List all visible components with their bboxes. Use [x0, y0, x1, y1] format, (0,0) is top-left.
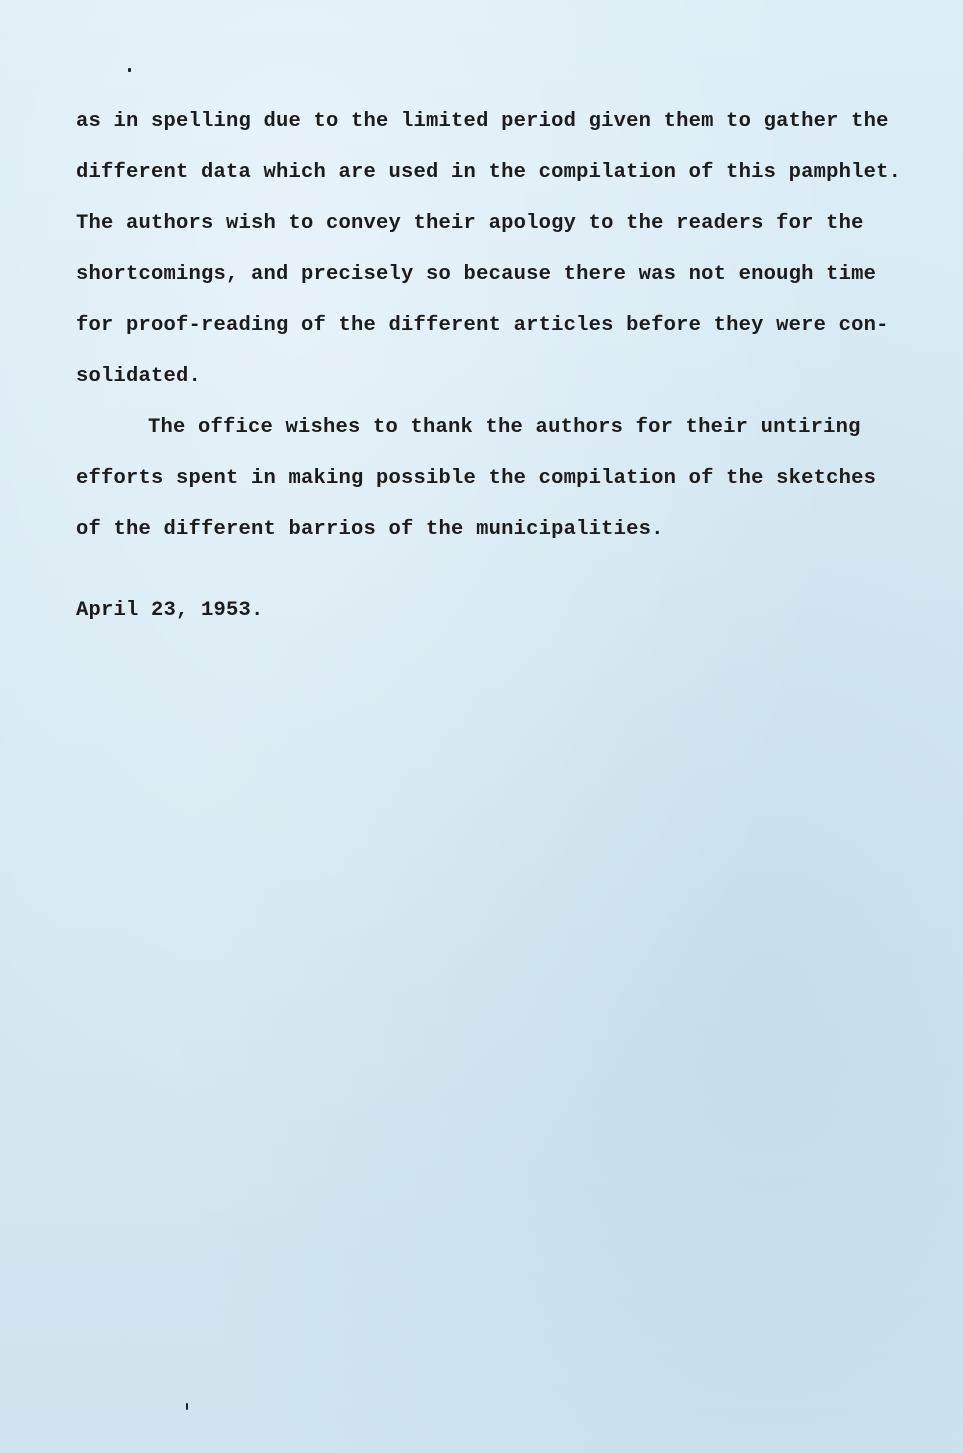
text-line: for proof-reading of the different articles before they were con-: [76, 314, 889, 337]
paragraph-spacer: [76, 555, 916, 585]
text-line: The office wishes to thank the authors for their untiring: [148, 416, 861, 439]
text-line: as in spelling due to the limited period given them to gather the: [76, 110, 889, 133]
document-body: [76, 96, 916, 636]
text-line: The authors wish to convey their apology to the readers for the: [76, 212, 864, 235]
ink-speck: [186, 1403, 188, 1410]
paragraph-thanks: [76, 402, 916, 555]
text-line: shortcomings, and precisely so because there was not enough time: [76, 263, 877, 286]
text-line: solidated.: [76, 365, 202, 388]
text-line: of the different barrios of the municipalities.: [76, 518, 664, 541]
text-line: different data which are used in the compilation of this pamphlet.: [76, 161, 902, 184]
paragraph-apology: [76, 96, 916, 402]
text-line: efforts spent in making possible the compilation of the sketches: [76, 467, 877, 490]
document-date: April 23, 1953.: [76, 599, 264, 622]
ink-speck: [128, 68, 131, 72]
